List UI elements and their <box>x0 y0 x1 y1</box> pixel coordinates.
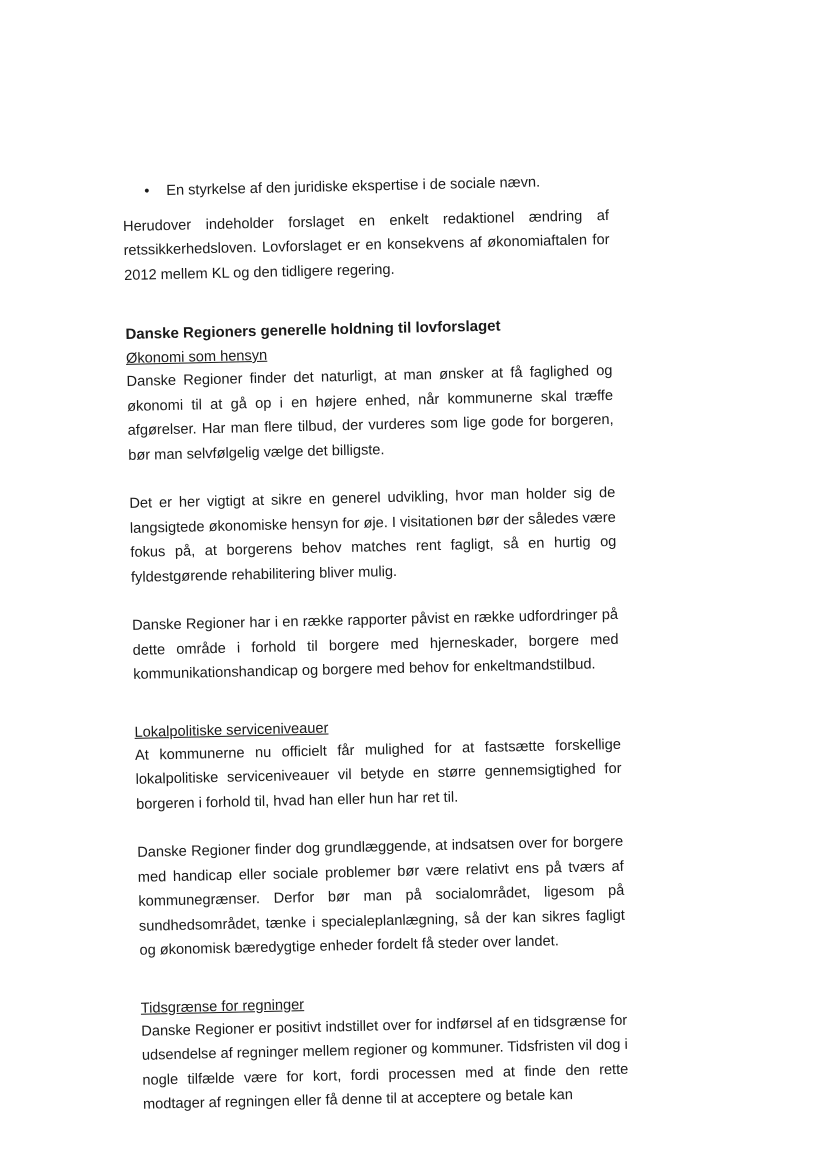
subheading-okonomi: Økonomi som hensyn <box>125 347 268 367</box>
paragraph-okonomi-3: Danske Regioner har i en række rapporter påvist en række udfordringer på dette område i forhold til borgere med hjerneskader, borgere med kommunikationshandicap og borgere med behov for enkeltmandstilbud. <box>131 606 619 683</box>
subheading-serviceniveauer: Lokalpolitiske serviceniveauer <box>134 719 329 741</box>
intro-paragraph: Herudover indeholder forslaget en enkelt redaktionel ændring af retssikkerhedsloven. Lovforslaget er en konsekvens af økonomiaftalen for 2012 mellem KL og den tidligere regering. <box>122 207 610 284</box>
bullet-icon: • <box>144 183 150 200</box>
bullet-text: En styrkelse af den juridiske ekspertise i de sociale nævn. <box>166 174 541 199</box>
paragraph-okonomi-2: Det er her vigtigt at sikre en generel udvikling, hvor man holder sig de langsigtede økonomiske hensyn for øje. I visitationen bør der således være fokus på, at borgerens behov matches rent fagligt, så en hurtig og fyldestgørende rehabilitering bliver mulig. <box>129 484 617 586</box>
paragraph-okonomi-1: Danske Regioner finder det naturligt, at man ønsker at få faglighed og økonomi til at gå op i en højere enhed, når kommunerne skal træffe afgørelser. Har man flere tilbud, der vurderes som lige gode for borgeren, bør man selvfølgelig vælge det billigste. <box>126 362 614 464</box>
section-heading: Danske Regioners generelle holdning til lovforslaget <box>125 317 501 343</box>
subheading-tidsgraense: Tidsgrænse for regninger <box>140 996 305 1017</box>
paragraph-serviceniveauer-1: At kommunerne nu officielt får mulighed for at fastsætte forskellige lokalpolitiske serviceniveauer vil betyde en større gennemsigtighed for borgeren i forhold til, hvad han eller hun har ret til. <box>134 736 622 813</box>
bullet-list-item <box>122 169 608 205</box>
document-body <box>122 169 629 1117</box>
paragraph-serviceniveauer-2: Danske Regioner finder dog grundlæggende, at indsatsen over for borgere med handicap eller sociale problemer bør være relativt ens på tværs af kommunegrænser. Derfor bør man på socialområdet, ligesom på sundhedsområdet, tænke i specialeplanlægning, så der kan sikres fagligt og økonomisk bæredygtige enheder fordelt få steder over landet. <box>137 833 625 959</box>
paragraph-tidsgraense-1: Danske Regioner er positivt indstillet over for indførsel af en tidsgrænse for udsendelse af regninger mellem regioner og kommuner. Tidsfristen vil dog i nogle tilfælde være for kort, fordi processen med at finde den rette modtager af regningen eller få denne til at acceptere og betale kan <box>141 1012 629 1113</box>
